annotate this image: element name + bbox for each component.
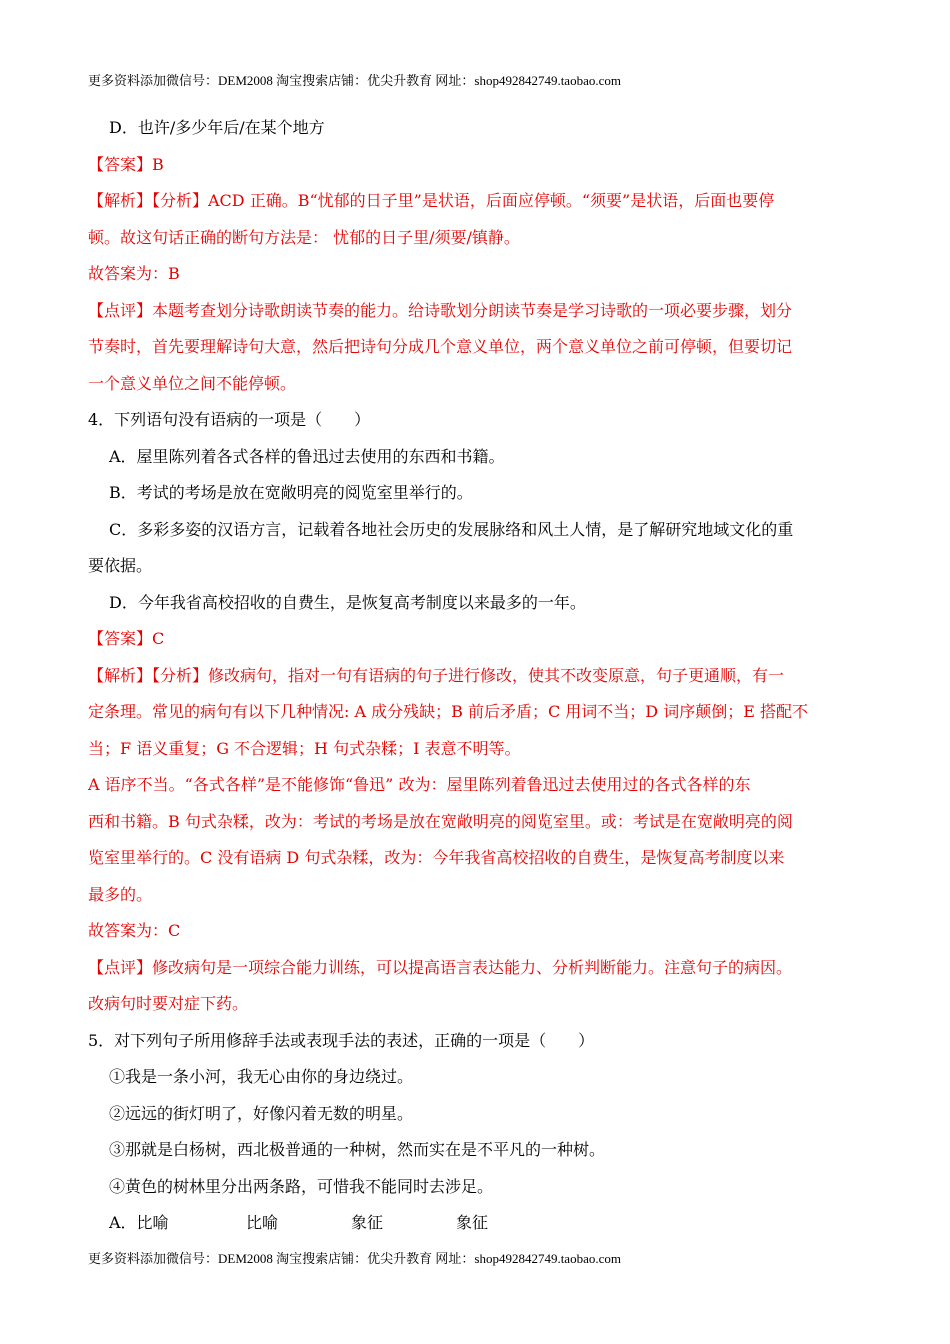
q4-analysis-line: 定条理。常见的病句有以下几种情况: A 成分残缺；B 前后矛盾；C 用词不当；D 词序颠倒；E 搭配不 bbox=[88, 702, 808, 721]
page-header: 更多资料添加微信号：DEM2008 淘宝搜索店铺：优尖升教育 网址：shop492842749.taobao.com bbox=[88, 73, 621, 88]
q4-option-d: D．今年我省高校招收的自费生，是恢复高考制度以来最多的一年。 bbox=[109, 592, 586, 612]
q3-answer: 【答案】B bbox=[88, 154, 164, 174]
q5-option-a-item: 象征 bbox=[351, 1213, 384, 1232]
q4-analysis-line: 西和书籍。B 句式杂糅，改为：考试的考场是放在宽敞明亮的阅览室里。或：考试是在宽敞明亮的阅 bbox=[88, 811, 793, 831]
q4-answer: 【答案】C bbox=[88, 629, 165, 648]
q4-option-c: C．多彩多姿的汉语方言，记载着各地社会历史的发展脉络和风土人情，是了解研究地域文化的重 bbox=[109, 519, 794, 539]
q3-comment-line: 节奏时，首先要理解诗句大意，然后把诗句分成几个意义单位，两个意义单位之前可停顿，但要切记 bbox=[88, 337, 793, 356]
page-footer: 更多资料添加微信号：DEM2008 淘宝搜索店铺：优尖升教育 网址：shop492842749.taobao.com bbox=[88, 1251, 621, 1266]
q3-comment-line: 【点评】本题考查划分诗歌朗读节奏的能力。给诗歌划分朗读节奏是学习诗歌的一项必要步骤，划分 bbox=[88, 300, 793, 320]
q5-option-a bbox=[88, 1205, 863, 1242]
q3-comment-line: 一个意义单位之间不能停顿。 bbox=[88, 373, 297, 393]
q4-analysis-line: 最多的。 bbox=[88, 884, 153, 904]
q3-final-answer: 故答案为：B bbox=[88, 264, 180, 283]
q3-option-d: D．也许/多少年后/在某个地方 bbox=[109, 118, 325, 137]
q4-comment-line: 改病句时要对症下药。 bbox=[88, 994, 249, 1013]
q5-sentence-4: ④黄色的树林里分出两条路，可惜我不能同时去涉足。 bbox=[109, 1176, 494, 1196]
q4-comment-line: 【点评】修改病句是一项综合能力训练，可以提高语言表达能力、分析判断能力。注意句子的病因。 bbox=[88, 957, 793, 977]
q4-analysis-line: 当；F 语义重复；G 不合逻辑；H 句式杂糅；I 表意不明等。 bbox=[88, 738, 521, 758]
q5-option-a-item: 象征 bbox=[456, 1213, 489, 1232]
q3-analysis-line: 顿。故这句话正确的断句方法是： 忧郁的日子里/须要/镇静。 bbox=[88, 227, 520, 247]
q5-option-a-item: A．比喻 bbox=[109, 1213, 169, 1232]
q4-option-b: B．考试的考场是放在宽敞明亮的阅览室里举行的。 bbox=[109, 483, 473, 502]
q3-analysis-line: 【解析】【分析】ACD 正确。B“忧郁的日子里”是状语，后面应停顿。“须要”是状语，后面也要停 bbox=[88, 191, 775, 210]
q4-stem: 4．下列语句没有语病的一项是（ ） bbox=[88, 410, 371, 429]
q5-sentence-1: ①我是一条小河，我无心由你的身边绕过。 bbox=[109, 1067, 414, 1086]
q4-option-a: A．屋里陈列着各式各样的鲁迅过去使用的东西和书籍。 bbox=[109, 446, 505, 466]
q5-option-a-item: 比喻 bbox=[246, 1213, 279, 1232]
q4-analysis-line: A 语序不当。“各式各样”是不能修饰“鲁迅” 改为：屋里陈列着鲁迅过去使用过的各式各样的东 bbox=[88, 775, 751, 794]
q4-option-c-continued: 要依据。 bbox=[88, 556, 153, 575]
q5-sentence-3: ③那就是白杨树，西北极普通的一种树，然而实在是不平凡的一种树。 bbox=[109, 1140, 606, 1159]
document-body bbox=[88, 110, 863, 1242]
q4-final-answer: 故答案为：C bbox=[88, 921, 181, 940]
q5-sentence-2: ②远远的街灯明了，好像闪着无数的明星。 bbox=[109, 1103, 414, 1123]
q5-stem: 5．对下列句子所用修辞手法或表现手法的表述，正确的一项是（ ） bbox=[88, 1030, 595, 1050]
q4-analysis-line: 览室里举行的。C 没有语病 D 句式杂糅，改为：今年我省高校招收的自费生，是恢复高考制度以来 bbox=[88, 848, 785, 867]
q4-analysis-line: 【解析】【分析】修改病句，指对一句有语病的句子进行修改，使其不改变原意，句子更通顺，有一 bbox=[88, 665, 785, 685]
